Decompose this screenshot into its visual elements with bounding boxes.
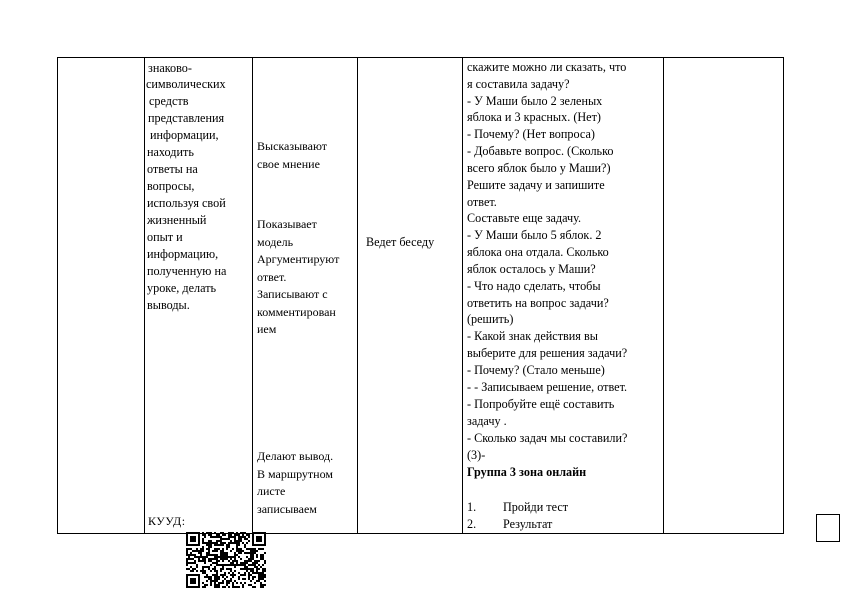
uud-line: средств bbox=[149, 94, 189, 108]
content-line: скажите можно ли сказать, что bbox=[467, 60, 627, 74]
content-line: всего яблок было у Маши?) bbox=[467, 161, 611, 175]
activity-line: свое мнение bbox=[257, 156, 320, 171]
activity-block-model bbox=[257, 216, 339, 339]
activity-block-conclusion bbox=[257, 448, 333, 518]
cell-uud-description bbox=[147, 58, 252, 533]
uud-line: информацию, bbox=[147, 247, 219, 261]
uud-line: выводы. bbox=[147, 298, 190, 312]
list-number: 1. bbox=[467, 500, 477, 514]
uud-line: знаково- bbox=[148, 61, 192, 75]
uud-line: ответы на bbox=[147, 162, 198, 176]
activity-line: В маршрутном bbox=[257, 466, 333, 481]
activity-line: Делают вывод. bbox=[257, 449, 334, 463]
checkbox[interactable] bbox=[816, 514, 840, 542]
column-divider-3 bbox=[357, 58, 358, 533]
qr-code-modules bbox=[186, 532, 266, 588]
table-border-right bbox=[783, 58, 784, 533]
activity-line: Высказывают bbox=[257, 139, 328, 153]
uud-line: опыт и bbox=[147, 230, 183, 244]
content-line: - У Маши было 2 зеленых bbox=[467, 94, 603, 108]
list-text: Пройди тест bbox=[503, 500, 569, 514]
uud-line: уроке, делать bbox=[147, 281, 217, 295]
activity-line: ответ. bbox=[257, 269, 287, 284]
uud-line: представления bbox=[148, 111, 225, 125]
activity-line: ием bbox=[257, 322, 277, 336]
activity-line: Записывают с bbox=[257, 287, 328, 301]
content-line: - Почему? (Стало меньше) bbox=[467, 363, 605, 377]
cell-teacher-activity bbox=[361, 58, 461, 533]
column-divider-2 bbox=[252, 58, 253, 533]
list-item bbox=[467, 499, 568, 516]
uud-line: жизненный bbox=[147, 213, 207, 227]
content-line: - У Маши было 5 яблок. 2 bbox=[467, 228, 602, 242]
teacher-activity-text: Ведет беседу bbox=[366, 235, 435, 249]
activity-line: записываем bbox=[257, 501, 317, 516]
content-line: - Добавьте вопрос. (Сколько bbox=[467, 144, 614, 158]
uud-line: находить bbox=[147, 145, 194, 159]
uud-line: информации, bbox=[150, 128, 219, 142]
activity-block-opinion bbox=[257, 138, 327, 173]
kuud-label: КУУД: bbox=[148, 514, 186, 528]
content-line: яблок осталось у Маши? bbox=[467, 262, 596, 276]
list-item bbox=[467, 516, 552, 533]
lesson-table bbox=[57, 57, 784, 534]
content-line: я составила задачу? bbox=[467, 77, 570, 91]
group-title: Группа 3 зона онлайн bbox=[467, 465, 587, 479]
uud-line: используя свой bbox=[147, 196, 226, 210]
content-line: яблока она отдала. Сколько bbox=[467, 245, 609, 259]
content-line: выберите для решения задачи? bbox=[467, 346, 628, 360]
content-line: (решить) bbox=[467, 312, 514, 326]
cell-student-activity bbox=[257, 58, 357, 533]
content-line: Составьте еще задачу. bbox=[467, 211, 582, 225]
content-line: - Что надо сделать, чтобы bbox=[467, 279, 601, 293]
content-line: (3)- bbox=[467, 448, 486, 462]
column-divider-1 bbox=[144, 58, 145, 533]
activity-line: Аргументируют bbox=[257, 252, 340, 266]
activity-line: модель bbox=[257, 234, 294, 249]
content-line: - - Записываем решение, ответ. bbox=[467, 380, 628, 394]
content-line: - Почему? (Нет вопроса) bbox=[467, 127, 595, 141]
qr-code bbox=[186, 532, 266, 588]
cell-lesson-content bbox=[467, 58, 663, 533]
uud-line: полученную на bbox=[147, 264, 227, 278]
list-text: Результат bbox=[503, 517, 553, 531]
activity-line: листе bbox=[257, 484, 286, 498]
content-line: - Сколько задач мы составили? bbox=[467, 431, 628, 445]
list-number: 2. bbox=[467, 517, 477, 531]
content-line: - Какой знак действия вы bbox=[467, 329, 598, 343]
content-line: Решите задачу и запишите bbox=[467, 178, 605, 192]
uud-line: символических bbox=[146, 77, 226, 91]
activity-line: комментирован bbox=[257, 304, 336, 319]
cell-stage bbox=[58, 58, 144, 533]
content-line: - Попробуйте ещё составить bbox=[467, 397, 615, 411]
content-line: задачу . bbox=[467, 414, 507, 428]
content-line: ответ. bbox=[467, 195, 497, 209]
content-line: яблока и 3 красных. (Нет) bbox=[467, 110, 601, 124]
content-line: ответить на вопрос задачи? bbox=[467, 296, 609, 310]
activity-line: Показывает bbox=[257, 217, 317, 231]
column-divider-4 bbox=[462, 58, 463, 533]
cell-notes bbox=[664, 58, 783, 533]
uud-line: вопросы, bbox=[147, 179, 195, 193]
